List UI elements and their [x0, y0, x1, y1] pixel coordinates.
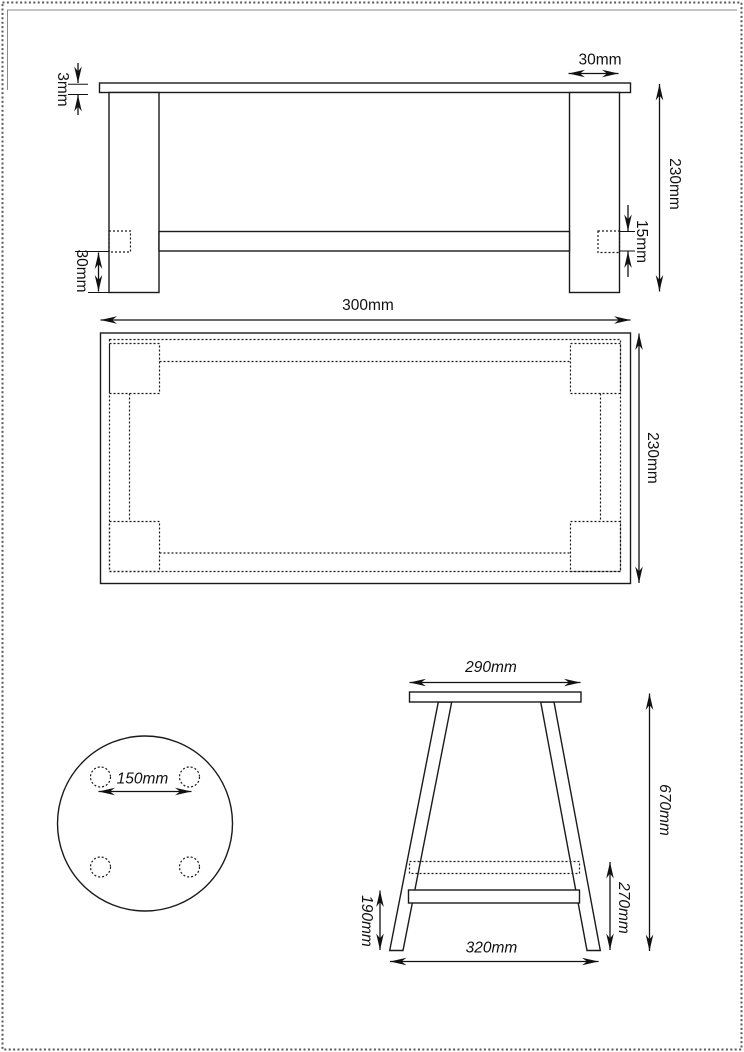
dim-base-spread	[390, 940, 599, 962]
leg-hole-top-right	[180, 767, 200, 787]
right-leg-front	[570, 93, 620, 293]
dim-label-leg-hole-spacing: 150mm	[116, 770, 169, 788]
page-edge-line	[8, 10, 738, 90]
dim-leg-hole-spacing	[99, 771, 192, 792]
stool-left-leg	[390, 702, 452, 951]
dim-rail-to-floor	[73, 249, 109, 292]
stool-seat	[410, 692, 582, 702]
dim-top-thickness	[54, 63, 88, 115]
frame-hidden-outline	[110, 340, 621, 572]
dim-stool-height	[650, 694, 674, 952]
leg-hole-bottom-right	[180, 857, 200, 877]
stool-footrest-rail	[409, 890, 580, 903]
dim-rail-height	[620, 205, 650, 277]
dim-plan-width	[101, 297, 631, 320]
dim-label-plan-depth: 230mm	[644, 432, 661, 484]
dim-label-rail-to-floor: 30mm	[73, 249, 90, 293]
leg-hidden-top-right	[571, 344, 621, 394]
dim-hidden-rail-height	[610, 862, 632, 950]
dim-label-stool-height: 670mm	[656, 784, 673, 836]
stretcher-rail-front	[159, 232, 570, 252]
seat-underside-view	[58, 736, 233, 911]
dim-overall-height-front	[660, 84, 684, 292]
dim-label-plan-width: 300mm	[342, 297, 394, 314]
dim-label-footrest-height: 190mm	[358, 895, 375, 947]
stool-side-view	[358, 659, 673, 962]
dim-label-rail-height: 15mm	[633, 219, 650, 264]
stool-hidden-rail	[410, 862, 580, 874]
dim-label-hidden-rail-height: 270mm	[615, 882, 632, 934]
dim-label-top-thickness: 3mm	[54, 72, 71, 107]
stool-right-leg	[541, 702, 601, 951]
tabletop-front	[100, 83, 631, 93]
tabletop-plan-outline	[101, 333, 631, 584]
left-leg-front	[109, 93, 159, 293]
dim-footrest-height	[358, 891, 380, 951]
dim-label-seat-width: 290mm	[465, 659, 517, 676]
front-elevation-view	[54, 52, 683, 293]
leg-hole-top-left	[91, 767, 111, 787]
round-seat-outline	[58, 736, 233, 911]
leg-hidden-bottom-right	[571, 522, 621, 572]
plan-view	[101, 297, 662, 584]
dim-label-base-spread: 320mm	[465, 939, 518, 957]
dim-plan-depth	[639, 334, 661, 584]
leg-hidden-bottom-left	[110, 522, 160, 572]
dim-leg-width	[569, 52, 622, 74]
dim-label-overall-height-front: 230mm	[666, 158, 683, 210]
leg-hole-bottom-left	[91, 857, 111, 877]
dim-seat-width	[410, 659, 581, 683]
dim-label-leg-width: 30mm	[578, 51, 622, 69]
leg-hidden-top-left	[110, 344, 160, 394]
